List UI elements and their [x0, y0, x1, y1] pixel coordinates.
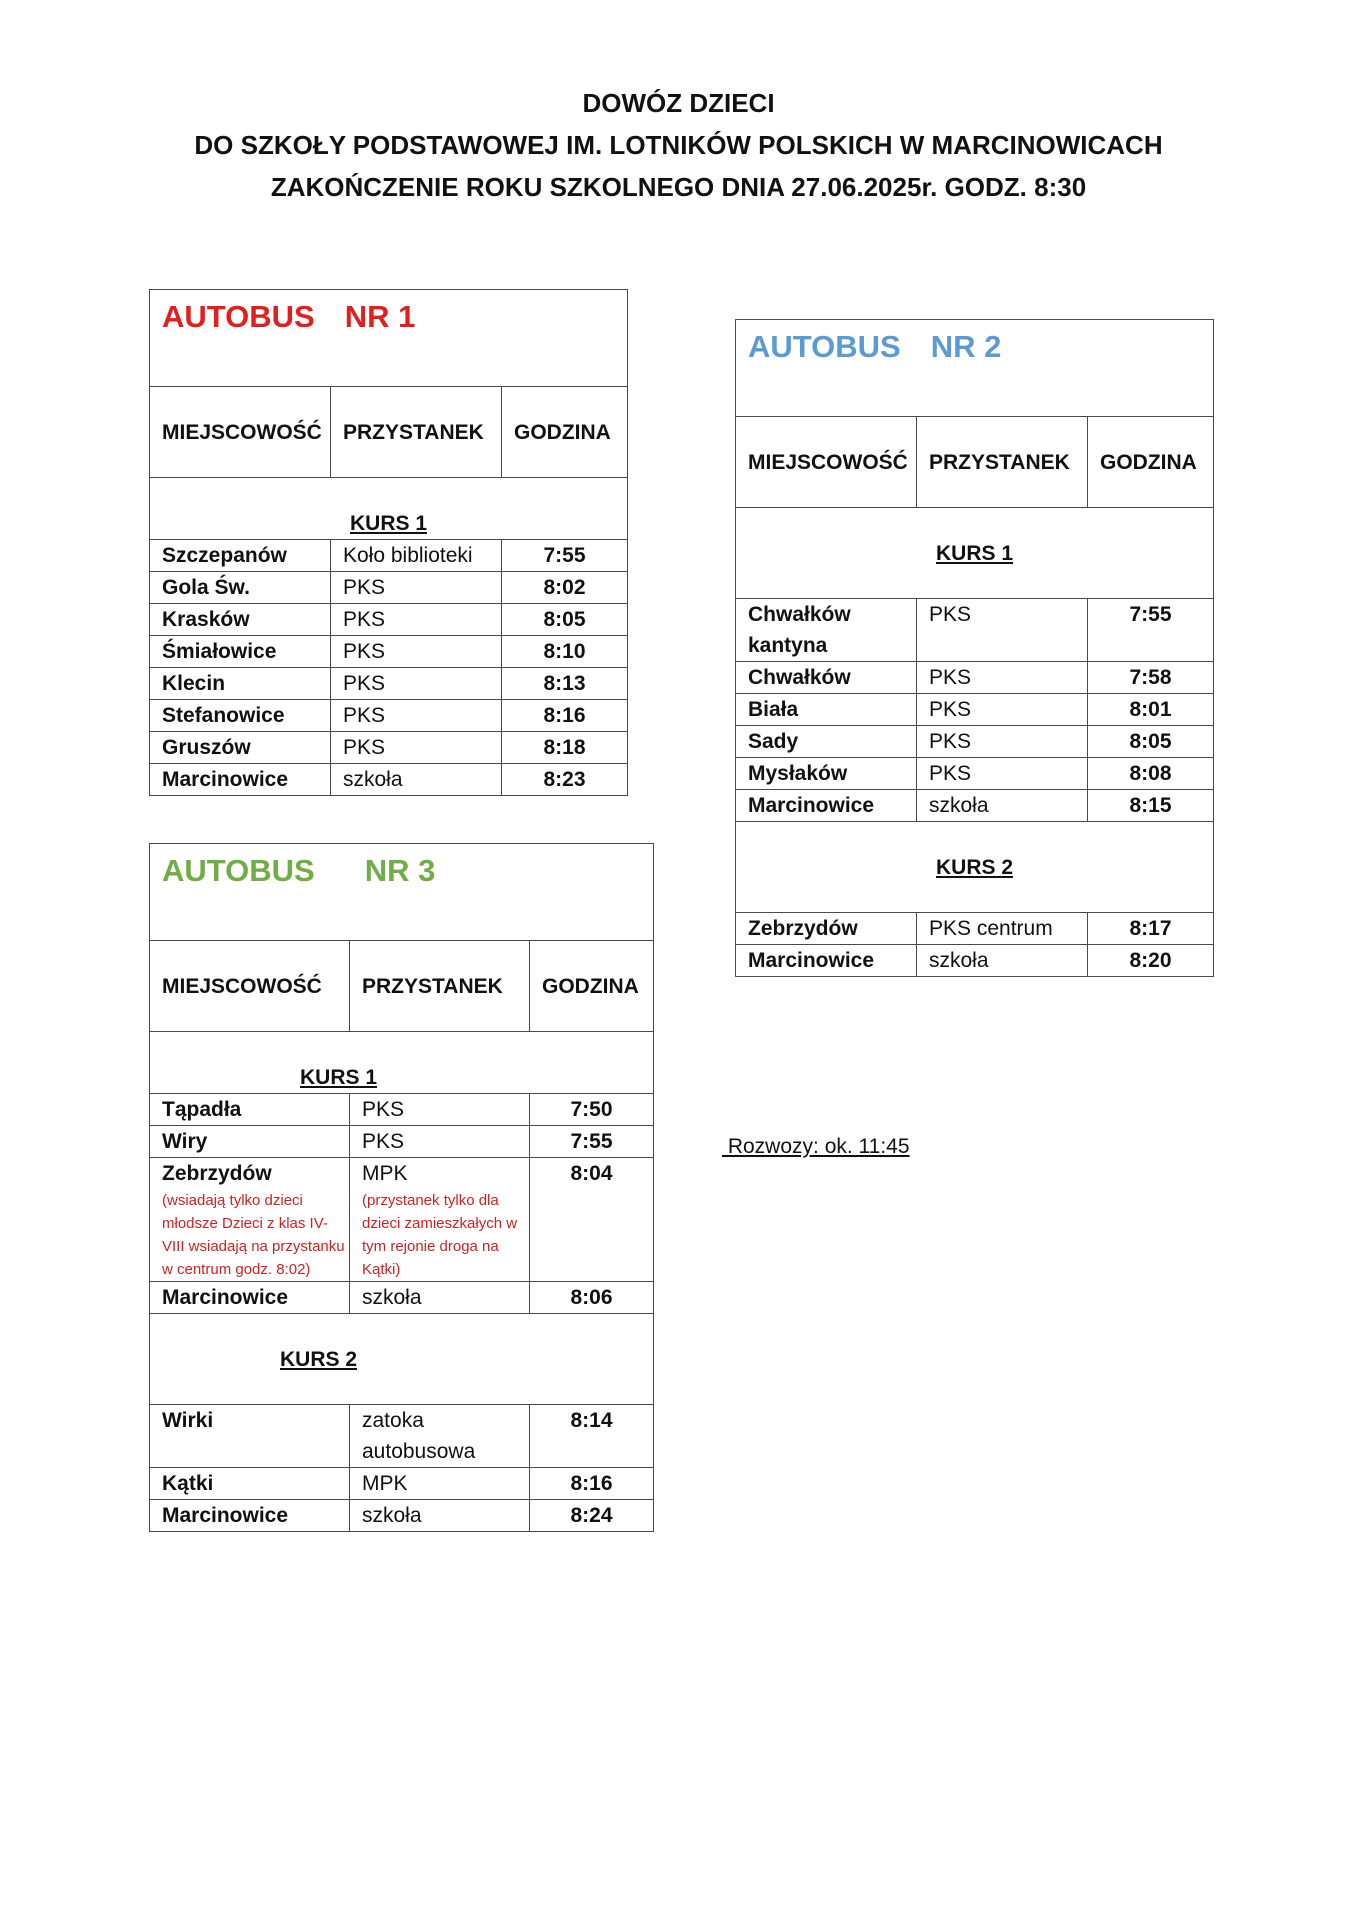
time-cell: [502, 604, 628, 636]
stop-cell-text: szkoła: [362, 1504, 422, 1527]
stop-cell: [350, 1094, 530, 1126]
stop-cell: [917, 758, 1088, 790]
place-cell-text: Wirki: [162, 1409, 214, 1432]
timetable-row: [150, 668, 628, 700]
place-cell-text: Zebrzydów: [748, 917, 858, 940]
stop-cell: [350, 1282, 530, 1314]
time-cell-text: 8:16: [543, 704, 586, 727]
bus-2-kurs-2-rows: [736, 913, 1214, 977]
title-line-3: ZAKOŃCZENIE ROKU SZKOLNEGO DNIA 27.06.2025r. GODZ. 8:30: [270, 172, 1087, 202]
stop-cell: [917, 694, 1088, 726]
stop-cell: [350, 1500, 530, 1532]
time-cell: [530, 1468, 654, 1500]
column-header-stop: PRZYSTANEK: [350, 941, 530, 1032]
timetable-row: [150, 540, 628, 572]
bus-3-column-headers: [150, 941, 654, 1032]
place-cell: [150, 668, 331, 700]
stop-cell: [350, 1158, 530, 1282]
stop-cell-text: PKS: [343, 608, 386, 631]
bus-2-column-headers: [736, 417, 1214, 508]
place-cell-text: Krasków: [162, 608, 250, 631]
time-cell: [502, 668, 628, 700]
time-cell-text: 7:58: [1129, 666, 1172, 689]
column-header-time: GODZINA: [530, 941, 654, 1032]
place-cell-text: Klecin: [162, 672, 226, 695]
bus-3-label: AUTOBUS: [162, 853, 315, 888]
stop-cell: [331, 732, 502, 764]
place-cell-text: Zebrzydów: [162, 1162, 272, 1185]
stop-cell-text: szkoła: [929, 949, 989, 972]
time-cell-text: 8:14: [570, 1409, 613, 1432]
place-cell: [736, 662, 917, 694]
timetable-row: [736, 726, 1214, 758]
timetable-row: [736, 599, 1214, 662]
bus-1-column-headers: [150, 387, 628, 478]
stop-cell: [331, 700, 502, 732]
stop-cell-text: PKS: [929, 698, 972, 721]
time-cell-text: 8:18: [543, 736, 586, 759]
time-cell: [1088, 758, 1214, 790]
timetable-row: [736, 945, 1214, 977]
place-cell-text: Mysłaków: [748, 762, 848, 785]
place-cell: [736, 945, 917, 977]
bus-1-kurs-1-rows: [150, 540, 628, 796]
place-cell: [150, 764, 331, 796]
place-cell-text: Marcinowice: [162, 1286, 289, 1309]
time-cell: [502, 700, 628, 732]
place-cell-text: Szczepanów: [162, 544, 287, 567]
stop-cell-text: PKS: [929, 762, 972, 785]
place-cell: [736, 694, 917, 726]
bus-3-table: [149, 843, 654, 1532]
time-cell-text: 8:17: [1129, 917, 1172, 940]
stop-cell-text: PKS: [929, 603, 972, 626]
time-cell-text: 8:04: [570, 1162, 613, 1185]
bus-3-kurs-1-label: KURS 1: [150, 1032, 654, 1094]
time-cell-text: 8:24: [570, 1504, 613, 1527]
place-cell: [150, 1500, 350, 1532]
place-cell: [150, 1158, 350, 1282]
place-cell: [736, 599, 917, 662]
bus-1-number: NR 1: [344, 299, 416, 334]
time-cell: [502, 636, 628, 668]
stop-cell: [350, 1468, 530, 1500]
timetable-row: [736, 662, 1214, 694]
stop-cell-text: PKS: [343, 672, 386, 695]
time-cell: [1088, 913, 1214, 945]
time-cell-text: 8:16: [570, 1472, 613, 1495]
place-cell: [150, 572, 331, 604]
bus-2-kurs-1-rows: [736, 599, 1214, 822]
bus-3-heading: [150, 844, 654, 941]
place-cell-text: Kątki: [162, 1472, 214, 1495]
time-cell: [1088, 694, 1214, 726]
place-cell-text: Chwałków: [748, 666, 851, 689]
return-time-note: Rozwozy: ok. 11:45: [722, 1135, 910, 1158]
stop-cell: [331, 604, 502, 636]
place-cell: [150, 604, 331, 636]
stop-cell-text: PKS: [343, 704, 386, 727]
stop-cell-text: PKS: [343, 736, 386, 759]
time-cell-text: 8:23: [543, 768, 586, 791]
timetable-row: [150, 572, 628, 604]
place-cell-note: (wsiadają tylko dzieci młodsze Dzieci z klas IV-VIII wsiadają na przystanku w centrum godz. 8:02): [162, 1192, 345, 1278]
time-cell: [530, 1126, 654, 1158]
place-cell: [150, 1468, 350, 1500]
stop-cell-text: szkoła: [362, 1286, 422, 1309]
title-line-2: DO SZKOŁY PODSTAWOWEJ IM. LOTNIKÓW POLSKICH W MARCINOWICACH: [194, 130, 1163, 160]
stop-cell: [917, 913, 1088, 945]
timetable-row: [150, 1405, 654, 1468]
time-cell-text: 8:15: [1129, 794, 1172, 817]
bus-3-kurs-2-label: KURS 2: [150, 1314, 654, 1405]
time-cell: [1088, 726, 1214, 758]
column-header-place: MIEJSCOWOŚĆ: [150, 941, 350, 1032]
stop-cell-text: zatoka autobusowa: [362, 1409, 476, 1463]
place-cell-text: Marcinowice: [748, 794, 875, 817]
time-cell: [1088, 662, 1214, 694]
time-cell: [502, 764, 628, 796]
time-cell: [530, 1158, 654, 1282]
place-cell: [736, 913, 917, 945]
place-cell: [736, 726, 917, 758]
stop-cell-text: PKS: [343, 640, 386, 663]
time-cell-text: 8:05: [1129, 730, 1172, 753]
place-cell-text: Marcinowice: [748, 949, 875, 972]
bus-2-number: NR 2: [930, 329, 1002, 364]
place-cell-text: Gruszów: [162, 736, 251, 759]
time-cell: [530, 1282, 654, 1314]
bus-2-heading: [736, 320, 1214, 417]
time-cell-text: 8:02: [543, 576, 586, 599]
bus-1-kurs-1-label: KURS 1: [150, 478, 628, 540]
place-cell-text: Śmiałowice: [162, 640, 277, 663]
stop-cell: [917, 599, 1088, 662]
time-cell: [502, 572, 628, 604]
stop-cell-text: Koło biblioteki: [343, 544, 473, 567]
column-header-time: GODZINA: [1088, 417, 1214, 508]
place-cell: [150, 700, 331, 732]
timetable-row: [150, 700, 628, 732]
timetable-row: [150, 604, 628, 636]
place-cell-text: Marcinowice: [162, 768, 289, 791]
time-cell: [1088, 599, 1214, 662]
stop-cell: [331, 540, 502, 572]
column-header-place: MIEJSCOWOŚĆ: [736, 417, 917, 508]
column-header-stop: PRZYSTANEK: [917, 417, 1088, 508]
place-cell-text: Biała: [748, 698, 799, 721]
place-cell-text: Sady: [748, 730, 799, 753]
timetable-row: [736, 694, 1214, 726]
time-cell: [530, 1094, 654, 1126]
place-cell: [150, 732, 331, 764]
stop-cell: [331, 668, 502, 700]
column-header-place: MIEJSCOWOŚĆ: [150, 387, 331, 478]
time-cell-text: 8:20: [1129, 949, 1172, 972]
timetable-row: [150, 1468, 654, 1500]
time-cell: [530, 1500, 654, 1532]
stop-cell: [331, 636, 502, 668]
place-cell: [150, 1405, 350, 1468]
time-cell-text: 8:05: [543, 608, 586, 631]
stop-cell-text: szkoła: [929, 794, 989, 817]
place-cell: [150, 1282, 350, 1314]
timetable-row: [150, 1500, 654, 1532]
bus-3-number: NR 3: [364, 853, 436, 888]
place-cell: [150, 636, 331, 668]
bus-2-kurs-2-label: KURS 2: [736, 822, 1214, 913]
time-cell-text: 8:08: [1129, 762, 1172, 785]
time-cell-text: 8:13: [543, 672, 586, 695]
stop-cell-text: PKS: [362, 1130, 405, 1153]
time-cell: [502, 732, 628, 764]
stop-cell-text: MPK: [362, 1472, 408, 1495]
stop-cell-text: PKS: [929, 666, 972, 689]
column-header-stop: PRZYSTANEK: [331, 387, 502, 478]
bus-2-table: [735, 319, 1214, 977]
place-cell-text: Wiry: [162, 1130, 208, 1153]
timetable-row: [150, 732, 628, 764]
bus-3-kurs-1-rows: [150, 1094, 654, 1314]
stop-cell-text: MPK: [362, 1162, 408, 1185]
timetable-row: [150, 1282, 654, 1314]
time-cell-text: 7:55: [570, 1130, 613, 1153]
time-cell-text: 7:55: [1129, 603, 1172, 626]
place-cell: [736, 790, 917, 822]
stop-cell: [917, 945, 1088, 977]
stop-cell: [331, 764, 502, 796]
title-line-1: DOWÓZ DZIECI: [582, 88, 775, 118]
stop-cell-note: (przystanek tylko dla dzieci zamieszkałych w tym rejonie droga na Kątki): [362, 1192, 518, 1278]
bus-1-table: [149, 289, 628, 796]
time-cell-text: 7:50: [570, 1098, 613, 1121]
stop-cell-text: PKS: [343, 576, 386, 599]
bus-1-label: AUTOBUS: [162, 299, 315, 334]
time-cell-text: 8:06: [570, 1286, 613, 1309]
stop-cell: [350, 1405, 530, 1468]
time-cell-text: 8:10: [543, 640, 586, 663]
stop-cell: [917, 790, 1088, 822]
place-cell-text: Chwałków kantyna: [748, 603, 851, 657]
stop-cell-text: PKS centrum: [929, 917, 1053, 940]
bus-1-heading: [150, 290, 628, 387]
time-cell: [502, 540, 628, 572]
place-cell-text: Gola Św.: [162, 576, 250, 599]
stop-cell-text: PKS: [362, 1098, 405, 1121]
place-cell: [150, 1126, 350, 1158]
time-cell: [1088, 790, 1214, 822]
stop-cell-text: PKS: [929, 730, 972, 753]
column-header-time: GODZINA: [502, 387, 628, 478]
page-title: [0, 82, 1357, 208]
timetable-row: [150, 1126, 654, 1158]
time-cell-text: 8:01: [1129, 698, 1172, 721]
place-cell-text: Tąpadła: [162, 1098, 242, 1121]
timetable-row: [150, 1094, 654, 1126]
stop-cell: [331, 572, 502, 604]
timetable-row: [736, 758, 1214, 790]
timetable-row: [150, 764, 628, 796]
stop-cell: [350, 1126, 530, 1158]
place-cell: [150, 1094, 350, 1126]
place-cell-text: Marcinowice: [162, 1504, 289, 1527]
timetable-row: [150, 1158, 654, 1282]
bus-3-kurs-2-rows: [150, 1405, 654, 1532]
place-cell: [736, 758, 917, 790]
place-cell: [150, 540, 331, 572]
bus-2-kurs-1-label: KURS 1: [736, 508, 1214, 599]
bus-2-label: AUTOBUS: [748, 329, 901, 364]
stop-cell: [917, 662, 1088, 694]
timetable-row: [150, 636, 628, 668]
time-cell-text: 7:55: [543, 544, 586, 567]
time-cell: [1088, 945, 1214, 977]
place-cell-text: Stefanowice: [162, 704, 285, 727]
timetable-row: [736, 790, 1214, 822]
stop-cell: [917, 726, 1088, 758]
stop-cell-text: szkoła: [343, 768, 403, 791]
timetable-row: [736, 913, 1214, 945]
time-cell: [530, 1405, 654, 1468]
